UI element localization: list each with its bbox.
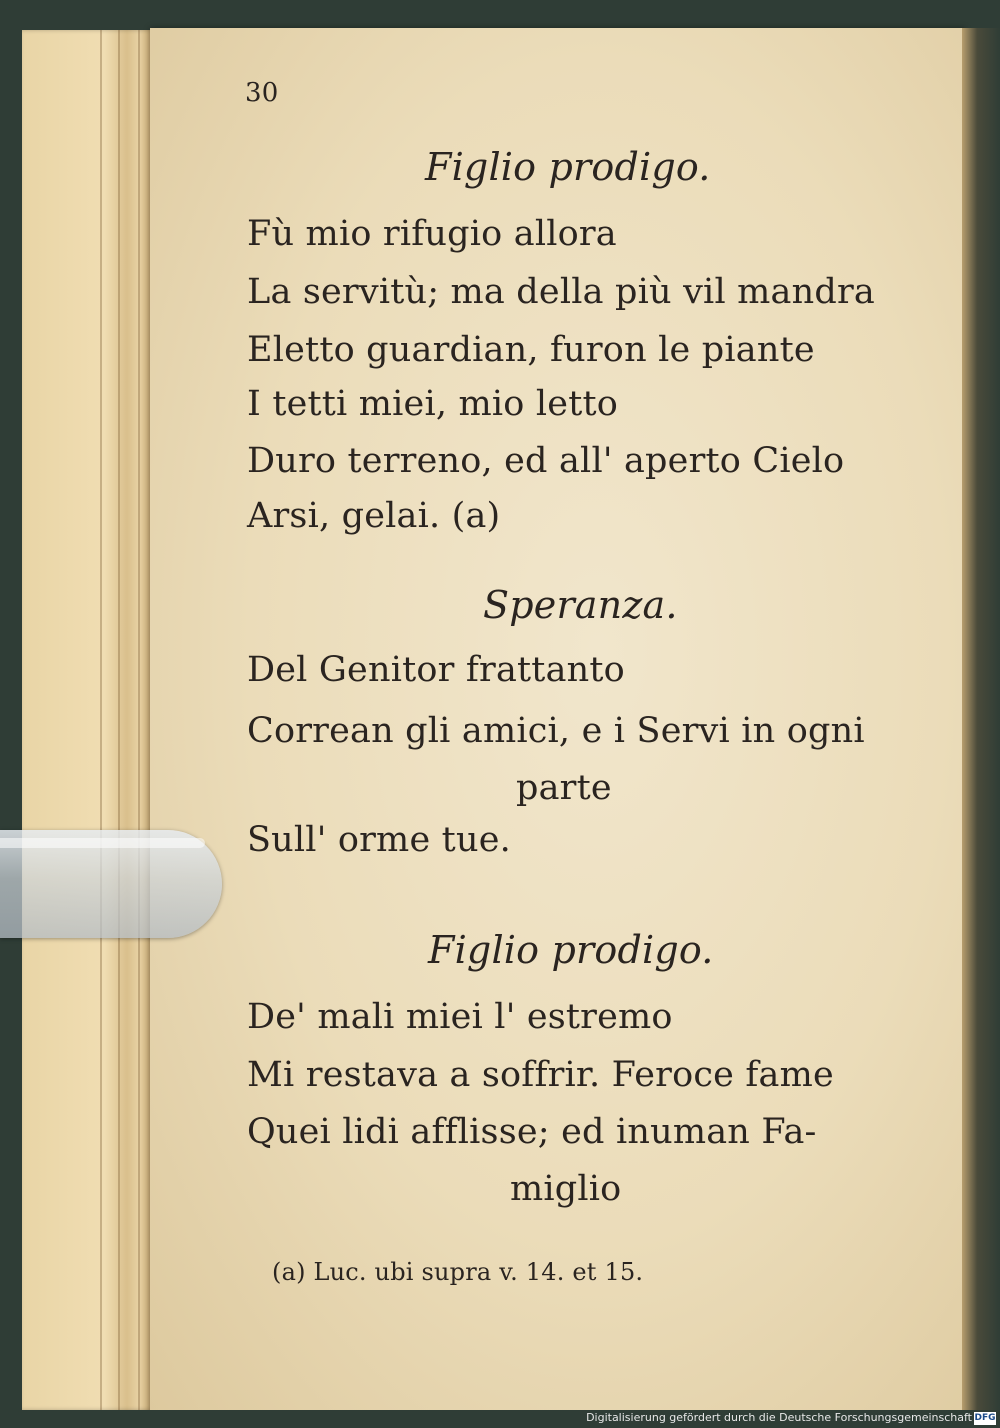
page-edge-line — [138, 30, 140, 1410]
book-gutter — [962, 28, 1000, 1413]
verse-line: Del Genitor frattanto — [247, 650, 625, 690]
section-heading: Figlio prodigo. — [428, 928, 714, 972]
verse-line: parte — [516, 768, 612, 808]
glass-strip-highlight — [0, 838, 205, 848]
section-heading: Speranza. — [483, 583, 678, 627]
verse-line: Duro terreno, ed all' aperto Cielo — [247, 441, 845, 481]
footnote: (a) Luc. ubi supra v. 14. et 15. — [272, 1258, 644, 1286]
verse-line: Arsi, gelai. (a) — [247, 496, 501, 536]
verse-line: Fù mio rifugio allora — [247, 214, 617, 254]
verse-line: miglio — [510, 1169, 622, 1209]
section-heading: Figlio prodigo. — [425, 145, 711, 189]
page-edge-line — [100, 30, 102, 1410]
verse-line: Sull' orme tue. — [247, 820, 511, 860]
page-edge-line — [118, 30, 120, 1410]
dfg-logo: DFG — [974, 1413, 996, 1423]
verse-line: I tetti miei, mio letto — [247, 384, 619, 424]
verse-line: Eletto guardian, furon le piante — [247, 330, 815, 370]
verse-line: Correan gli amici, e i Servi in ogni — [247, 711, 865, 751]
verse-line: Quei lidi afflisse; ed inuman Fa- — [247, 1112, 817, 1152]
verse-line: De' mali miei l' estremo — [247, 997, 673, 1037]
verse-line: Mi restava a soffrir. Feroce fame — [247, 1055, 834, 1095]
verse-line: La servitù; ma della più vil mandra — [247, 272, 875, 312]
digitization-credit: Digitalisierung gefördert durch die Deutsche Forschungsgemeinschaft — [586, 1411, 972, 1424]
page-number: 30 — [245, 78, 279, 108]
